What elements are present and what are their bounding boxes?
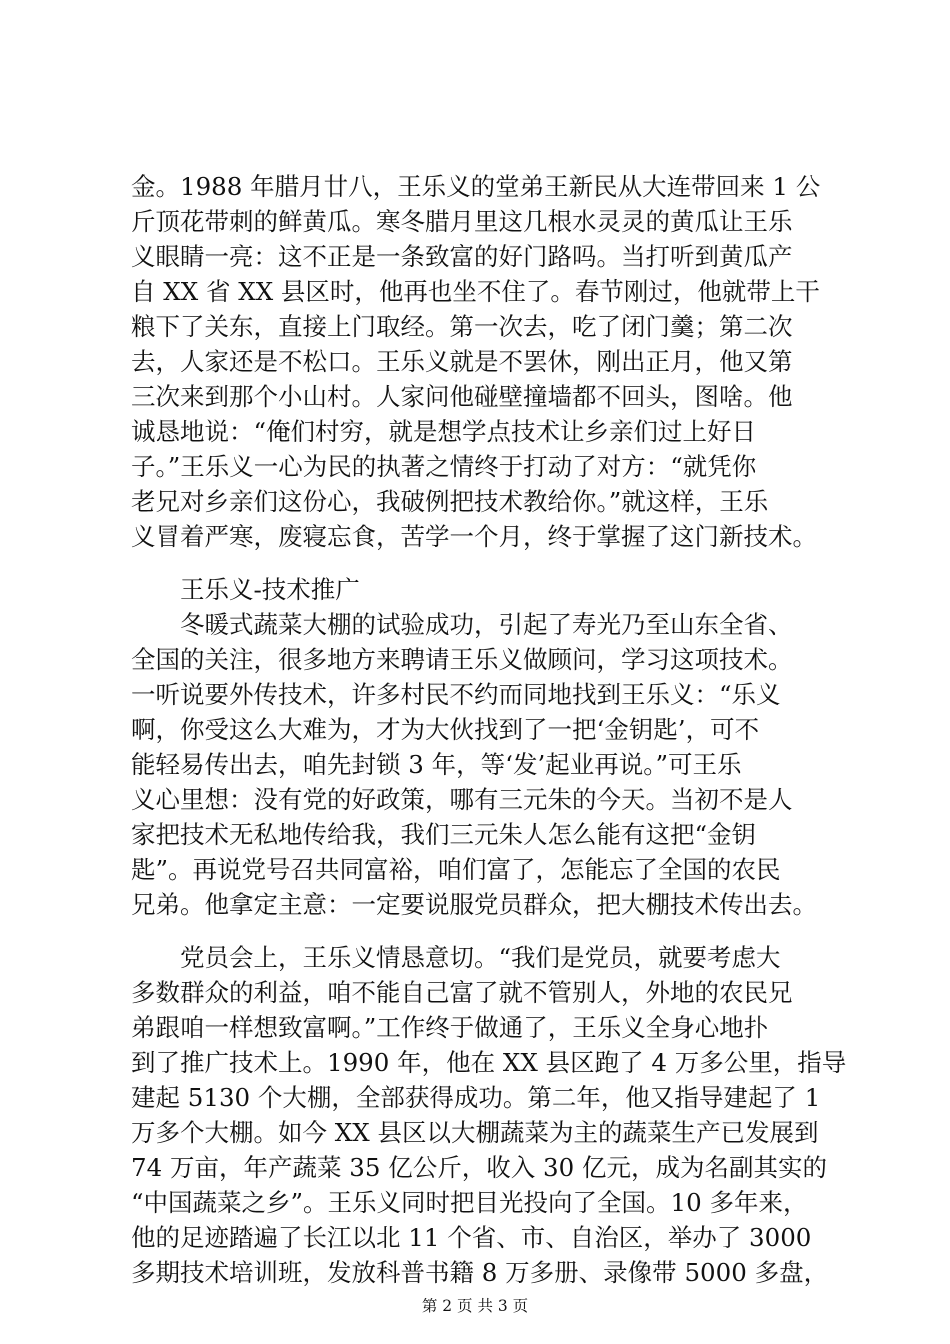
text-line: 弟跟咱一样想致富啊。”工作终于做通了，王乐义全身心地扑 bbox=[131, 1013, 769, 1042]
text-line: 粮下了关东，直接上门取经。第一次去，吃了闭门羹；第二次 bbox=[131, 312, 793, 341]
page-number-footer: 第 2 页 共 3 页 bbox=[421, 1297, 529, 1315]
text-line: 金。1988 年腊月廿八，王乐义的堂弟王新民从大连带回来 1 公 bbox=[131, 172, 821, 201]
text-line: 能轻易传出去，咱先封锁 3 年，等‘发’起业再说。”可王乐 bbox=[131, 750, 742, 779]
text-line: 匙”。再说党号召共同富裕，咱们富了，怎能忘了全国的农民 bbox=[131, 855, 781, 884]
text-line: 兄弟。他拿定主意：一定要说服党员群众，把大棚技术传出去。 bbox=[131, 890, 817, 919]
text-line: 义眼睛一亮：这不正是一条致富的好门路吗。当打听到黄瓜产 bbox=[131, 242, 793, 271]
text-line: 多期技术培训班，发放科普书籍 8 万多册、录像带 5000 多盘， bbox=[131, 1258, 829, 1287]
text-line: 一听说要外传技术，许多村民不约而同地找到王乐义：“乐义 bbox=[131, 680, 781, 709]
text-line: 全国的关注，很多地方来聘请王乐义做顾问，学习这项技术。 bbox=[131, 645, 793, 674]
text-line: “中国蔬菜之乡”。王乐义同时把目光投向了全国。10 多年来， bbox=[131, 1188, 808, 1217]
text-line: 啊，你受这么大难为，才为大伙找到了一把‘金钥匙’，可不 bbox=[131, 715, 760, 744]
text-line: 万多个大棚。如今 XX 县区以大棚蔬菜为主的蔬菜生产已发展到 bbox=[131, 1118, 819, 1147]
text-line: 多数群众的利益，咱不能自己富了就不管别人，外地的农民兄 bbox=[131, 978, 793, 1007]
text-line: 义心里想：没有党的好政策，哪有三元朱的今天。当初不是人 bbox=[131, 785, 793, 814]
text-line: 党员会上，王乐义情恳意切。“我们是党员，就要考虑大 bbox=[180, 943, 781, 972]
text-line: 子。”王乐义一心为民的执著之情终于打动了对方：“就凭你 bbox=[131, 452, 757, 481]
text-line: 老兄对乡亲们这份心，我破例把技术教给你。”就这样，王乐 bbox=[131, 487, 769, 516]
section-title: 王乐义-技术推广 bbox=[180, 575, 360, 604]
text-line: 义冒着严寒，废寝忘食，苦学一个月，终于掌握了这门新技术。 bbox=[131, 522, 817, 551]
text-line: 到了推广技术上。1990 年，他在 XX 县区跑了 4 万多公里，指导 bbox=[131, 1048, 847, 1077]
text-line: 斤顶花带刺的鲜黄瓜。寒冬腊月里这几根水灵灵的黄瓜让王乐 bbox=[131, 207, 793, 236]
text-line: 家把技术无私地传给我，我们三元朱人怎么能有这把“金钥 bbox=[131, 820, 757, 849]
text-line: 他的足迹踏遍了长江以北 11 个省、市、自治区，举办了 3000 bbox=[131, 1223, 812, 1252]
text-line: 三次来到那个小山村。人家问他碰壁撞墙都不回头，图啥。他 bbox=[131, 382, 793, 411]
text-line: 冬暖式蔬菜大棚的试验成功，引起了寿光乃至山东全省、 bbox=[180, 610, 793, 639]
text-line: 74 万亩，年产蔬菜 35 亿公斤，收入 30 亿元，成为名副其实的 bbox=[131, 1153, 827, 1182]
text-line: 自 XX 省 XX 县区时，他再也坐不住了。春节刚过，他就带上干 bbox=[131, 277, 820, 306]
text-line: 诚恳地说：“俺们村穷，就是想学点技术让乡亲们过上好日 bbox=[131, 417, 757, 446]
text-line: 建起 5130 个大棚，全部获得成功。第二年，他又指导建起了 1 bbox=[131, 1083, 821, 1112]
text-line: 去，人家还是不松口。王乐义就是不罢休，刚出正月，他又第 bbox=[131, 347, 793, 376]
